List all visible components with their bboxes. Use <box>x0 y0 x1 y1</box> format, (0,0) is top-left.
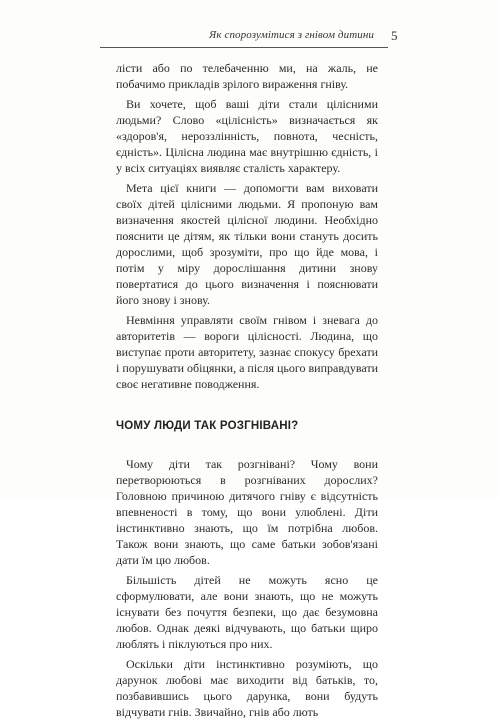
paragraph: Ви хочете, щоб ваші діти стали цілісними людьми? Слово «цілісність» визначається як «здоров'я, нероззлінність, повнота, чесність, єдність». Цілісна людина має внутрішню єдність, і у всіх ситуаціях виявляє сталість характеру. <box>116 97 378 175</box>
paragraph: Чому діти так розгнівані? Чому вони перетворюються в розгніваних дорослих? Головною причиною дитячого гніву є відсутність впевненості в тому, що вони улюблені. Діти інстинктивно знають, що їм потрібна любов. Також вони знають, що саме батьки зобов'язані дати їм цю любов. <box>116 457 378 567</box>
running-header <box>100 26 388 48</box>
section-heading: ЧОМУ ЛЮДИ ТАК РОЗГНІВАНІ? <box>116 420 299 432</box>
paragraph: Більшість дітей не можуть ясно це сформулювати, але вони знають, що не можуть існувати без почуття безпеки, що дає безумовна любов. Однак деякі відчувають, що батьки щиро люблять і піклуються про них. <box>116 573 378 651</box>
paragraph: Мета цієї книги — допомогти вам виховати своїх дітей цілісними людьми. Я пропоную вам визначення якостей цілісної людини. Необхідно пояснити це дітям, як тільки вони стануть досить дорослими, щоб зрозуміти, про що йде мова, і потім у міру дорослішання дитини знову повертатися до цього визначення і пояснювати його знову і знову. <box>116 181 378 307</box>
header-rule <box>100 47 388 48</box>
body-text <box>116 60 378 724</box>
page-number: 5 <box>391 28 398 43</box>
paragraph: лісти або по телебаченню ми, на жаль, не побачимо прикладів зрілого вираження гніву. <box>116 61 378 91</box>
paragraph: Оскільки діти інстинктивно розуміють, що дарунок любові має виходити від батьків, то, позбавившись цього дарунка, вони будуть відчувати гнів. Звичайно, гнів або лють <box>116 657 378 719</box>
running-header-title: Як спорозумітися з гнівом дитини <box>209 29 374 41</box>
paragraph: Невміння управляти своїм гнівом і зневага до авторитетів — вороги цілісності. Людина, що виступає проти авторитету, зазнає спокусу брехати і порушувати обіцянки, а після цього виправдувати своє негативне поводження. <box>116 313 379 391</box>
